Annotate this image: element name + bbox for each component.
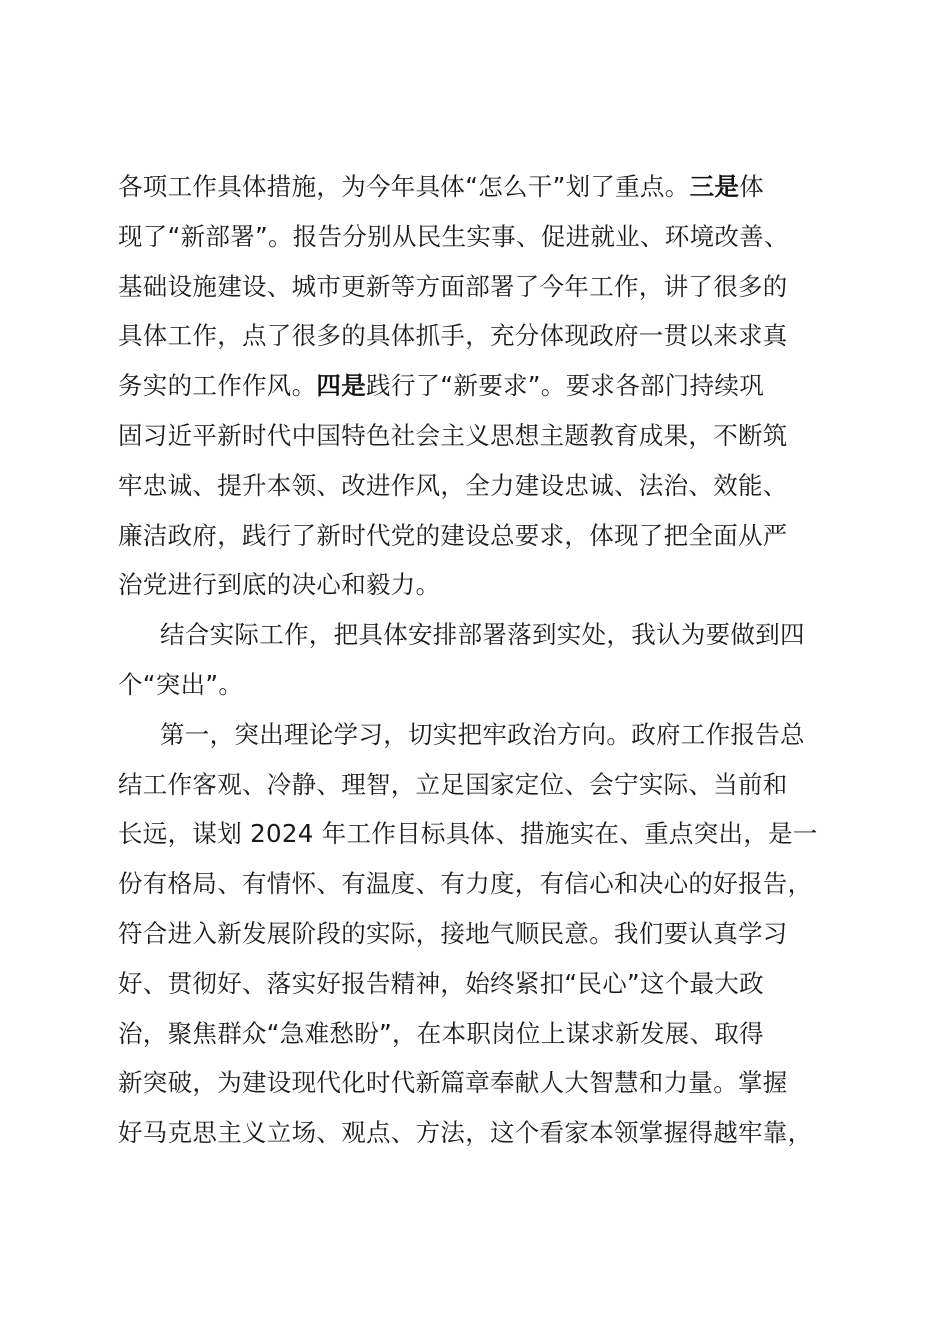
text-line: 牢忠诚、提升本领、改进作风，全力建设忠诚、法治、效能、 [118, 470, 788, 500]
text-line: 固习近平新时代中国特色社会主义思想主题教育成果，不断筑 [118, 420, 788, 450]
text-line [118, 361, 832, 411]
bold-text: 四是 [316, 371, 367, 401]
text-line: 长远，谋划 2024 年工作目标具体、措施实在、重点突出，是一 [118, 819, 818, 849]
text-line: 治，聚焦群众“急难愁盼”，在本职岗位上谋求新发展、取得 [118, 1018, 764, 1048]
text-line: 具体工作，点了很多的具体抓手，充分体现政府一贯以来求真 [118, 321, 788, 351]
text-line [118, 162, 832, 212]
text-line: 好、贯彻好、落实好报告精神，始终紧扣“民心”这个最大政 [118, 968, 764, 998]
text-line: 符合进入新发展阶段的实际，接地气顺民意。我们要认真学习 [118, 918, 788, 948]
document-body [118, 162, 832, 1158]
text-line: 好马克思主义立场、观点、方法，这个看家本领掌握得越牢靠， [118, 1118, 813, 1148]
text-line: 廉洁政府，践行了新时代党的建设总要求，体现了把全面从严 [118, 520, 788, 550]
text-line: 第一，突出理论学习，切实把牢政治方向。政府工作报告总 [160, 719, 805, 749]
text-line: 治党进行到底的决心和毅力。 [118, 570, 441, 600]
text-line: 个“突出”。 [118, 669, 244, 699]
paragraph-2 [118, 610, 832, 710]
text-line: 份有格局、有情怀、有温度、有力度，有信心和决心的好报告， [118, 869, 813, 899]
paragraph-3 [118, 710, 832, 1158]
text-line: 新突破，为建设现代化时代新篇章奉献人大智慧和力量。掌握 [118, 1068, 788, 1098]
text-line: 结合实际工作，把具体安排部署落到实处，我认为要做到四 [160, 620, 805, 650]
text-line: 现了“新部署”。报告分别从民生实事、促进就业、环境改善、 [118, 221, 789, 251]
text-run: 体 [739, 172, 765, 201]
text-run: 各项工作具体措施，为今年具体“怎么干”划了重点。 [118, 172, 690, 201]
text-run: 践行了“新要求”。要求各部门持续巩 [366, 371, 764, 401]
text-line: 结工作客观、冷静、理智，立足国家定位、会宁实际、当前和 [118, 769, 788, 799]
bold-text: 三是 [689, 172, 740, 201]
paragraph-1 [118, 162, 832, 610]
text-run: 务实的工作作风。 [118, 371, 317, 401]
text-line: 基础设施建设、城市更新等方面部署了今年工作，讲了很多的 [118, 271, 788, 301]
